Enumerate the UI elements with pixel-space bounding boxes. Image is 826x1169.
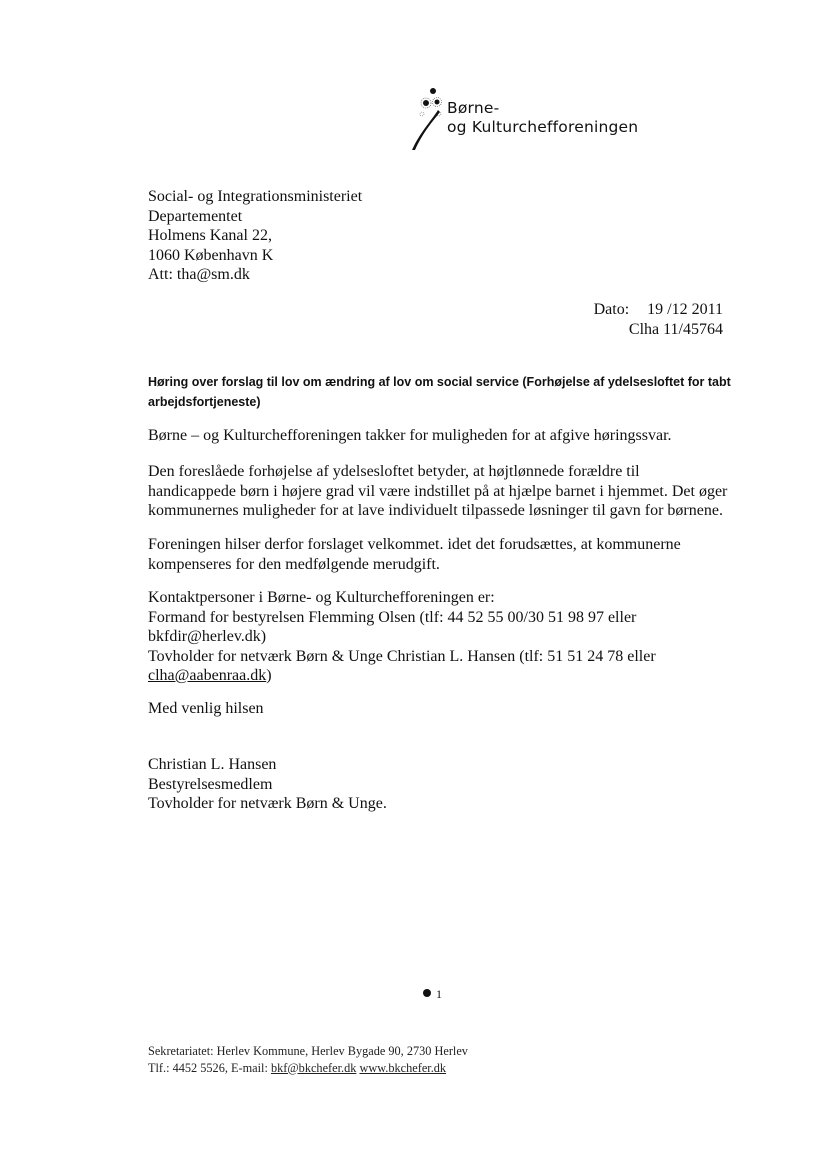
footer-address: Sekretariatet: Herlev Kommune, Herlev Bygade 90, 2730 Herlev (148, 1044, 468, 1058)
contact-2-email-link[interactable]: clha@aabenraa.dk (148, 667, 267, 684)
date-label: Dato: (593, 301, 630, 318)
signature-title: Bestyrelsesmedlem (148, 775, 273, 793)
contact-1: Formand for bestyrelsen Flemming Olsen (tlf: 44 52 55 00/30 51 98 97 eller bkfdir@herlev.dk) (148, 608, 637, 645)
subject-heading: Høring over forslag til lov om ændring af lov om social service (Forhøjelse af ydelsesloftet for tabt arbejdsfortjeneste) (148, 375, 731, 409)
contact-2-close: ) (266, 667, 272, 684)
footer-website-link[interactable]: www.bkchefer.dk (359, 1060, 447, 1075)
signature-block (148, 755, 728, 814)
page-number: 1 (423, 987, 442, 1002)
contacts-heading: Kontaktpersoner i Børne- og Kulturchefforeningen er: (148, 589, 495, 606)
recipient-line-3: Holmens Kanal 22, (148, 227, 272, 244)
signature-role: Tovholder for netværk Børn & Unge. (148, 795, 387, 812)
logo-wordmark (447, 99, 638, 137)
recipient-line-2: Departementet (148, 207, 243, 225)
contact-2: Tovholder for netværk Børn & Unge Christian L. Hansen (tlf: 51 51 24 78 eller (148, 647, 656, 665)
logo-line-1: Børne- (447, 99, 500, 117)
logo-flower-icon (408, 86, 448, 152)
footer-email-link[interactable]: bkf@bkchefer.dk (270, 1060, 357, 1075)
date-value: 19 /12 2011 (647, 301, 723, 318)
contacts-block (148, 588, 748, 686)
recipient-line-1: Social- og Integrationsministeriet (148, 188, 363, 205)
paragraph-2: Den foreslåede forhøjelse af ydelsesloftet betyder, at højtlønnede forældre til handicappede børn i højere grad vil være indstillet på at hjælpe barnet i hjemmet. Det øger kommunernes muligheder for at lave individuelt tilpassede løsninger til gavn for børnene. (148, 463, 728, 519)
closing: Med venlig hilsen (148, 700, 264, 717)
date-block (588, 300, 723, 339)
footer-phone: Tlf.: 4452 5526, E-mail: (148, 1060, 271, 1075)
recipient-address (148, 187, 362, 285)
recipient-line-5: Att: tha@sm.dk (148, 266, 250, 283)
recipient-line-4: 1060 København K (148, 246, 274, 264)
paragraph-3: Foreningen hilser derfor forslaget velkommet. idet det forudsættes, at kommunerne kompenseres for den medfølgende merudgift. (148, 536, 681, 573)
signature-name: Christian L. Hansen (148, 756, 277, 773)
reference-number: Clha 11/45764 (628, 320, 723, 338)
bullet-icon (423, 989, 431, 997)
paragraph-1: Børne – og Kulturchefforeningen takker for muligheden for at afgive høringssvar. (148, 427, 672, 444)
footer (148, 1043, 468, 1076)
logo-line-2: og Kulturchefforeningen (447, 118, 639, 136)
